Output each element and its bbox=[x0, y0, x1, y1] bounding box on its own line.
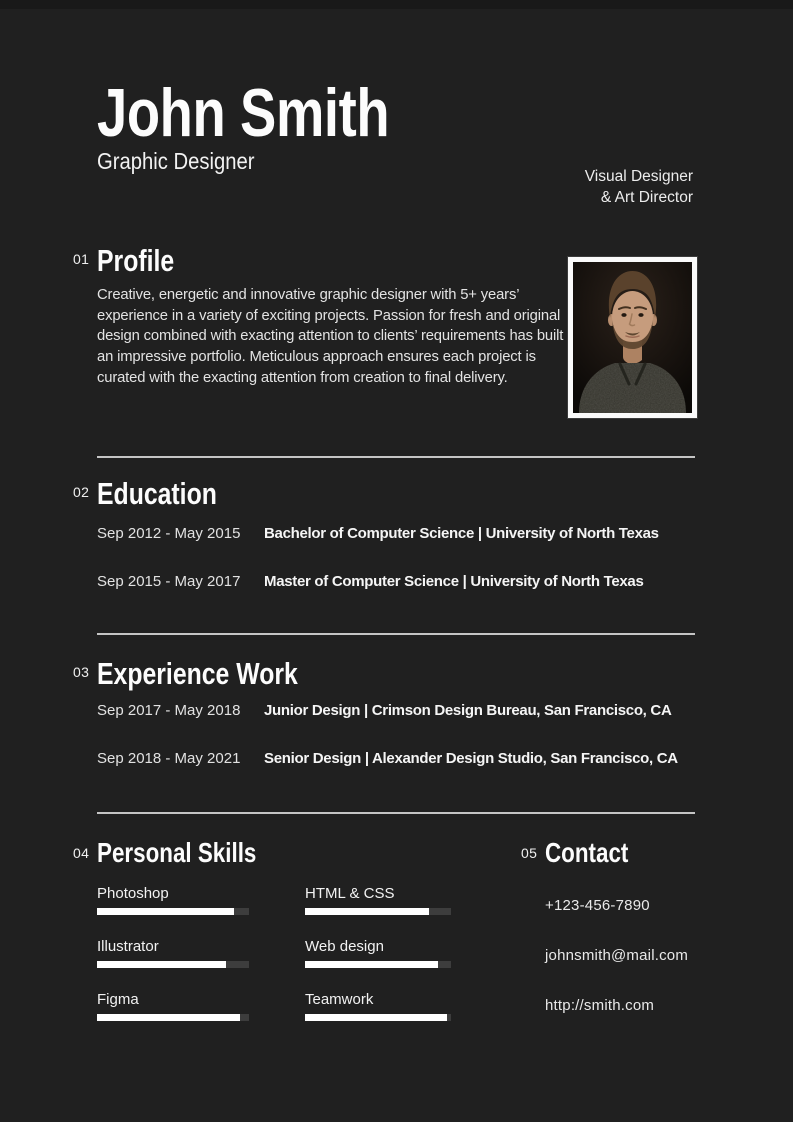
section-divider bbox=[97, 456, 695, 458]
top-shade bbox=[0, 0, 793, 9]
contact-section-heading bbox=[521, 839, 649, 867]
skill-item bbox=[97, 990, 249, 1021]
skills-grid bbox=[97, 884, 451, 1021]
skills-section-title: Personal Skills bbox=[97, 837, 257, 868]
skill-label: HTML & CSS bbox=[305, 885, 395, 902]
experience-description: Junior Design | Crimson Design Bureau, San Francisco, CA bbox=[264, 702, 672, 719]
skill-item bbox=[97, 937, 249, 968]
portrait-illustration bbox=[573, 262, 692, 413]
skill-item bbox=[305, 884, 451, 915]
education-description: Bachelor of Computer Science | University of North Texas bbox=[264, 525, 659, 542]
contact-section-title: Contact bbox=[545, 837, 629, 868]
education-item bbox=[97, 572, 643, 592]
person-name: John Smith bbox=[97, 75, 390, 151]
skill-bar-track bbox=[305, 961, 451, 968]
experience-description: Senior Design | Alexander Design Studio, San Francisco, CA bbox=[264, 750, 678, 767]
experience-item bbox=[97, 749, 678, 769]
education-section-title: Education bbox=[97, 476, 217, 511]
skill-bar-fill bbox=[97, 908, 234, 915]
profile-photo bbox=[568, 257, 697, 418]
skill-bar-track bbox=[97, 961, 249, 968]
education-item bbox=[97, 524, 659, 544]
tagline-line-1: Visual Designer bbox=[584, 168, 693, 185]
section-divider bbox=[97, 633, 695, 635]
skill-label: Illustrator bbox=[97, 938, 159, 955]
skill-bar-track bbox=[305, 908, 451, 915]
contact-section-number: 05 bbox=[521, 845, 538, 861]
education-description: Master of Computer Science | University of North Texas bbox=[264, 573, 644, 590]
skills-section-heading bbox=[73, 839, 296, 867]
skill-label: Teamwork bbox=[305, 991, 374, 1008]
skill-bar-track bbox=[97, 908, 249, 915]
person-role: Graphic Designer bbox=[97, 148, 255, 174]
skill-bar-fill bbox=[97, 1014, 240, 1021]
experience-dates: Sep 2018 - May 2021 bbox=[97, 750, 241, 767]
skill-bar-fill bbox=[305, 961, 438, 968]
education-section-heading bbox=[73, 478, 247, 509]
profile-section-heading bbox=[73, 245, 193, 276]
profile-summary: Creative, energetic and innovative graphic designer with 5+ years’ experience in a variety of exciting projects. Passion for fresh and original design combined with exacting attention to clients’ requirements has built an impressive portfolio. Meticulous approach ensures each project is curated with the exacting attention from creation to final delivery. bbox=[97, 287, 564, 386]
education-dates: Sep 2012 - May 2015 bbox=[97, 525, 241, 542]
tagline-line-2: & Art Director bbox=[600, 188, 693, 206]
skill-item bbox=[305, 937, 451, 968]
skill-label: Web design bbox=[305, 938, 384, 955]
skill-item bbox=[97, 884, 249, 915]
contact-phone[interactable]: +123-456-7890 bbox=[545, 897, 650, 914]
education-dates: Sep 2015 - May 2017 bbox=[97, 573, 241, 590]
contact-email[interactable]: johnsmith@mail.com bbox=[545, 947, 689, 964]
experience-section-title: Experience Work bbox=[97, 656, 298, 691]
experience-section-heading bbox=[73, 658, 348, 689]
education-section-number: 02 bbox=[73, 484, 90, 500]
skill-bar-fill bbox=[97, 961, 226, 968]
skills-section-number: 04 bbox=[73, 845, 90, 861]
skill-label: Figma bbox=[97, 991, 139, 1008]
skill-label: Photoshop bbox=[97, 885, 169, 902]
skill-bar-fill bbox=[305, 1014, 447, 1021]
skill-bar-fill bbox=[305, 908, 429, 915]
skill-item bbox=[305, 990, 451, 1021]
contact-website[interactable]: http://smith.com bbox=[545, 997, 655, 1014]
section-divider bbox=[97, 812, 695, 814]
experience-item bbox=[97, 701, 672, 721]
experience-section-number: 03 bbox=[73, 664, 90, 680]
skill-bar-track bbox=[97, 1014, 249, 1021]
skill-bar-track bbox=[305, 1014, 451, 1021]
profile-section-number: 01 bbox=[73, 251, 90, 267]
tagline bbox=[585, 167, 693, 208]
profile-section-title: Profile bbox=[97, 243, 175, 278]
experience-dates: Sep 2017 - May 2018 bbox=[97, 702, 241, 719]
